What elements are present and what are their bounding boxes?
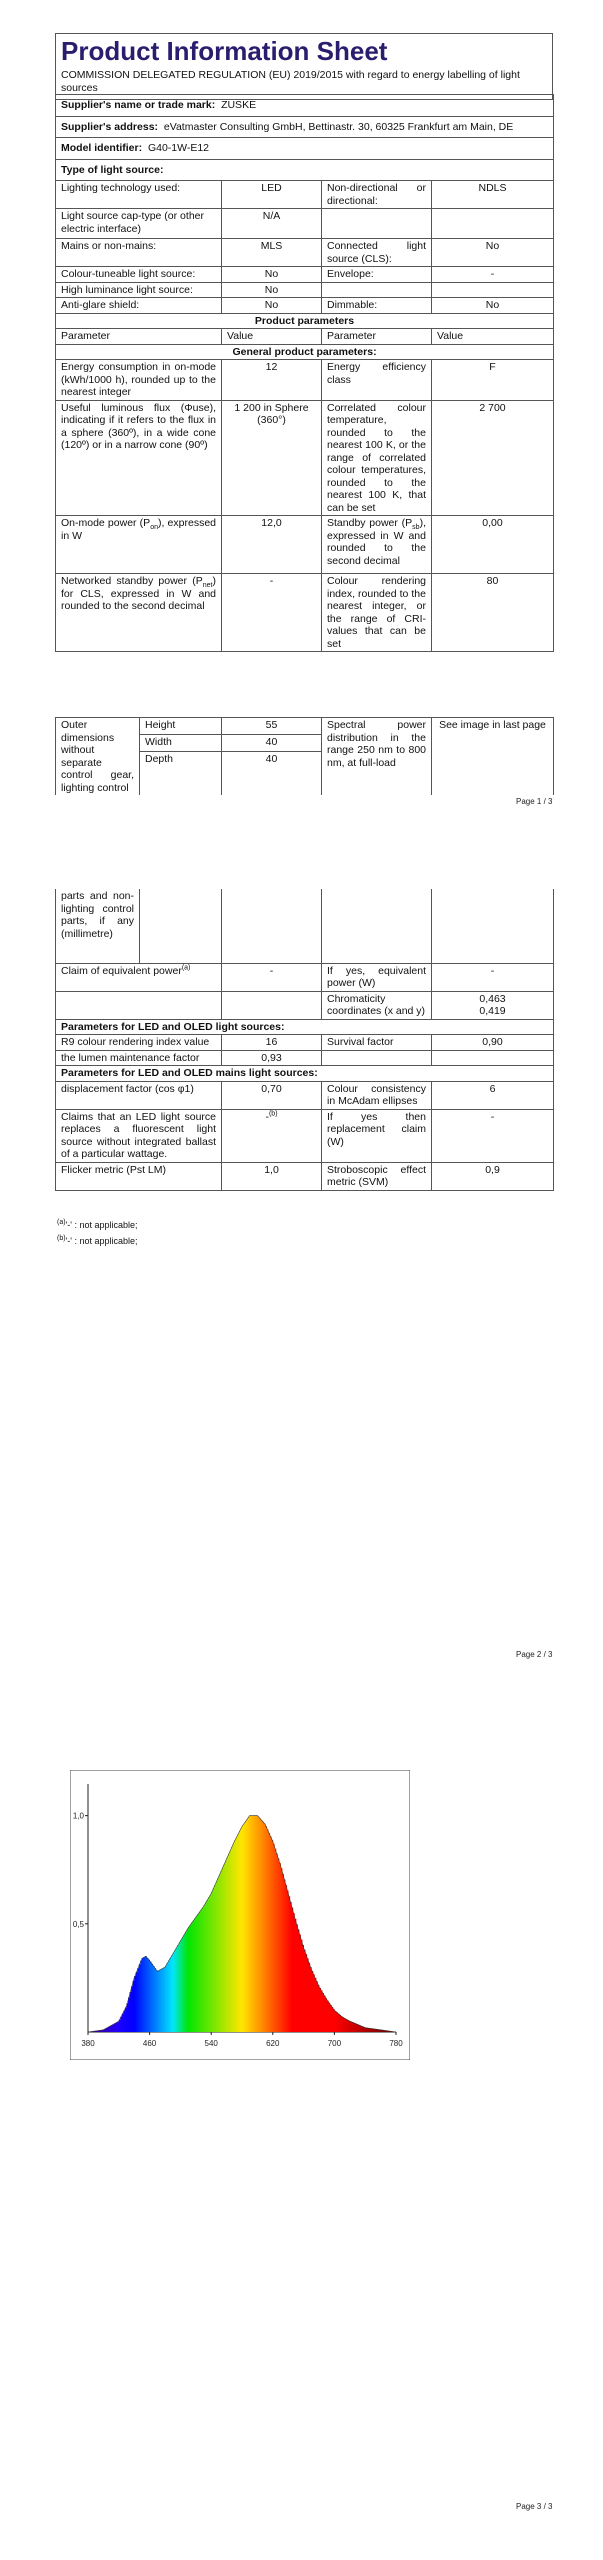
supplier-name-row [56, 95, 554, 117]
networked-standby-value: - [222, 574, 322, 652]
note-a: $^{(a)}$'-' : not applicable; [57, 1219, 138, 1230]
col-value2-header: Value [432, 329, 554, 345]
page-2-number: Page 2 / 3 [516, 1650, 553, 1659]
spectral-power-chart [70, 1770, 410, 2060]
survival-factor-value: 0,90 [432, 1035, 554, 1051]
cct-value: 2 700 [432, 400, 554, 516]
x-tick-label: 780 [389, 2039, 403, 2048]
x-tick-label: 700 [327, 2039, 342, 2048]
page-title: Product Information Sheet [61, 36, 388, 66]
networked-standby-label: Networked standby power $(P_{net})$ for CLS, expressed in W and rounded to the second decimal [56, 574, 222, 652]
svm-value: 0,9 [432, 1162, 554, 1190]
survival-factor-label: Survival factor [322, 1035, 432, 1051]
y-tick-label: 0,5 [72, 1919, 84, 1929]
outer-dimensions-part-1 [55, 717, 554, 795]
height-value: 55 [222, 718, 322, 735]
chromaticity-y: 0,419 [479, 1005, 506, 1017]
model-value: G40-1W-E12 [147, 142, 210, 154]
directional-value: NDLS [432, 181, 554, 209]
lighting-technology-label: Lighting technology used: [56, 181, 222, 209]
x-tick-label: 460 [142, 2039, 157, 2048]
spd-value: See image in last page [432, 718, 554, 796]
displacement-factor-value: 0,70 [222, 1081, 322, 1109]
led-params-heading: Parameters for LED and OLED light sources: [56, 1019, 554, 1035]
product-table-part-1 [55, 94, 554, 652]
replacement-claim-label: If yes then replacement claim (W) [322, 1109, 432, 1162]
cct-label: Correlated colour temperature, rounded to the nearest 100 K, or the range of correlated colour temperatures, rounded to the nearest 100 K, that can be set [322, 400, 432, 516]
energy-consumption-value: 12 [222, 360, 322, 401]
on-mode-power-label: On-mode power $(P_{on})$, expressed in W [56, 516, 222, 574]
luminous-flux-label: Useful luminous flux (Φuse), indicating if it refers to the flux in a sphere (360º), in a wide cone (120º) or in a narrow cone (90º) [56, 400, 222, 516]
cri-value: 80 [432, 574, 554, 652]
high-luminance-label: High luminance light source: [56, 282, 222, 298]
supplier-name-value: ZUSKE [221, 99, 257, 111]
lighting-technology-value: LED [222, 181, 322, 209]
colour-tuneable-value: No [222, 267, 322, 283]
equivalent-power-label: Claim of equivalent power$^{(a)}$ [56, 963, 222, 991]
r9-label: R9 colour rendering index value [56, 1035, 222, 1051]
note-b: $^{(b)}$'-' : not applicable; [57, 1235, 138, 1246]
page-3-number: Page 3 / 3 [516, 2502, 553, 2511]
led-mains-params-heading: Parameters for LED and OLED mains light sources: [56, 1066, 554, 1082]
colour-consistency-value: 6 [432, 1081, 554, 1109]
flicker-metric-value: 1,0 [222, 1162, 322, 1190]
cap-type-value: N/A [222, 209, 322, 239]
mains-label: Mains or non-mains: [56, 239, 222, 267]
chromaticity-x: 0,463 [479, 992, 506, 1005]
width-label: Width [140, 735, 222, 752]
dimmable-label: Dimmable: [322, 298, 432, 314]
equivalent-power-yes-label: If yes, equivalent power (W) [322, 963, 432, 991]
height-label: Height [140, 718, 222, 735]
document-header [55, 33, 553, 100]
x-tick-label: 380 [81, 2039, 95, 2048]
col-parameter-header: Parameter [56, 329, 222, 345]
anti-glare-value: No [222, 298, 322, 314]
colour-consistency-label: Colour consistency in McAdam ellipses [322, 1081, 432, 1109]
chromaticity-values [432, 991, 554, 1019]
displacement-factor-label: displacement factor (cos φ1) [56, 1081, 222, 1109]
replacement-claim-value: - [432, 1109, 554, 1162]
directional-label: Non-directional or directional: [322, 181, 432, 209]
x-tick-label: 540 [204, 2039, 218, 2048]
energy-class-value: F [432, 360, 554, 401]
energy-consumption-label: Energy consumption in on-mode (kWh/1000 h), rounded up to the nearest integer [56, 360, 222, 401]
spd-label: Spectral power distribution in the range 250 nm to 800 nm, at full-load [322, 718, 432, 796]
mains-value: MLS [222, 239, 322, 267]
outer-dimensions-label-1: Outer dimensions without separate control gear, lighting control [56, 718, 140, 796]
anti-glare-label: Anti-glare shield: [56, 298, 222, 314]
product-table-part-2 [55, 889, 554, 1191]
flicker-metric-label: Flicker metric (Pst LM) [56, 1162, 222, 1190]
depth-value: 40 [222, 752, 322, 795]
cls-label: Connected light source (CLS): [322, 239, 432, 267]
standby-power-value: 0,00 [432, 516, 554, 574]
chromaticity-label: Chromaticity coordinates (x and y) [322, 991, 432, 1019]
supplier-name-label: Supplier's name or trade mark: [61, 99, 216, 111]
regulation-text: COMMISSION DELEGATED REGULATION (EU) 2019/2015 with regard to energy labelling of light sources [61, 69, 520, 94]
light-source-type-heading: Type of light source: [56, 159, 554, 181]
page-1-number: Page 1 / 3 [516, 797, 553, 806]
width-value: 40 [222, 735, 322, 752]
envelope-value: - [432, 267, 554, 283]
supplier-address-value: eVatmaster Consulting GmbH, Bettinastr. 30, 60325 Frankfurt am Main, DE [163, 120, 514, 133]
model-label: Model identifier: [61, 142, 143, 154]
envelope-label: Envelope: [322, 267, 432, 283]
cap-type-label: Light source cap-type (or other electric interface) [56, 209, 222, 239]
product-parameters-heading: Product parameters [56, 313, 554, 329]
equivalent-power-value: - [222, 963, 322, 991]
outer-dimensions-label-2: parts and non-lighting control parts, if any (millimetre) [56, 889, 140, 963]
col-value-header: Value [222, 329, 322, 345]
r9-value: 16 [222, 1035, 322, 1051]
fluorescent-replacement-value: -$^{(b)}$ [222, 1109, 322, 1162]
high-luminance-value: No [222, 282, 322, 298]
y-tick-label: 1,0 [72, 1811, 84, 1821]
model-row [56, 138, 554, 160]
supplier-address-label: Supplier's address: [61, 120, 159, 133]
lumen-maintenance-label: the lumen maintenance factor [56, 1050, 222, 1066]
fluorescent-replacement-label: Claims that an LED light source replaces a fluorescent light source without integrated ballast of a particular wattage. [56, 1109, 222, 1162]
supplier-address-row [56, 116, 554, 138]
general-parameters-heading: General product parameters: [56, 344, 554, 360]
on-mode-power-value: 12,0 [222, 516, 322, 574]
svm-label: Stroboscopic effect metric (SVM) [322, 1162, 432, 1190]
cri-label: Colour rendering index, rounded to the nearest integer, or the range of CRI-values that can be set [322, 574, 432, 652]
depth-label: Depth [140, 752, 222, 795]
standby-power-label: Standby power $(P_{sb})$, expressed in W and rounded to the second decimal [322, 516, 432, 574]
lumen-maintenance-value: 0,93 [222, 1050, 322, 1066]
cls-value: No [432, 239, 554, 267]
energy-class-label: Energy efficiency class [322, 360, 432, 401]
equivalent-power-yes-value: - [432, 963, 554, 991]
x-tick-label: 620 [266, 2039, 280, 2048]
colour-tuneable-label: Colour-tuneable light source: [56, 267, 222, 283]
dimmable-value: No [432, 298, 554, 314]
luminous-flux-value: 1 200 in Sphere (360°) [222, 400, 322, 516]
col-parameter2-header: Parameter [322, 329, 432, 345]
